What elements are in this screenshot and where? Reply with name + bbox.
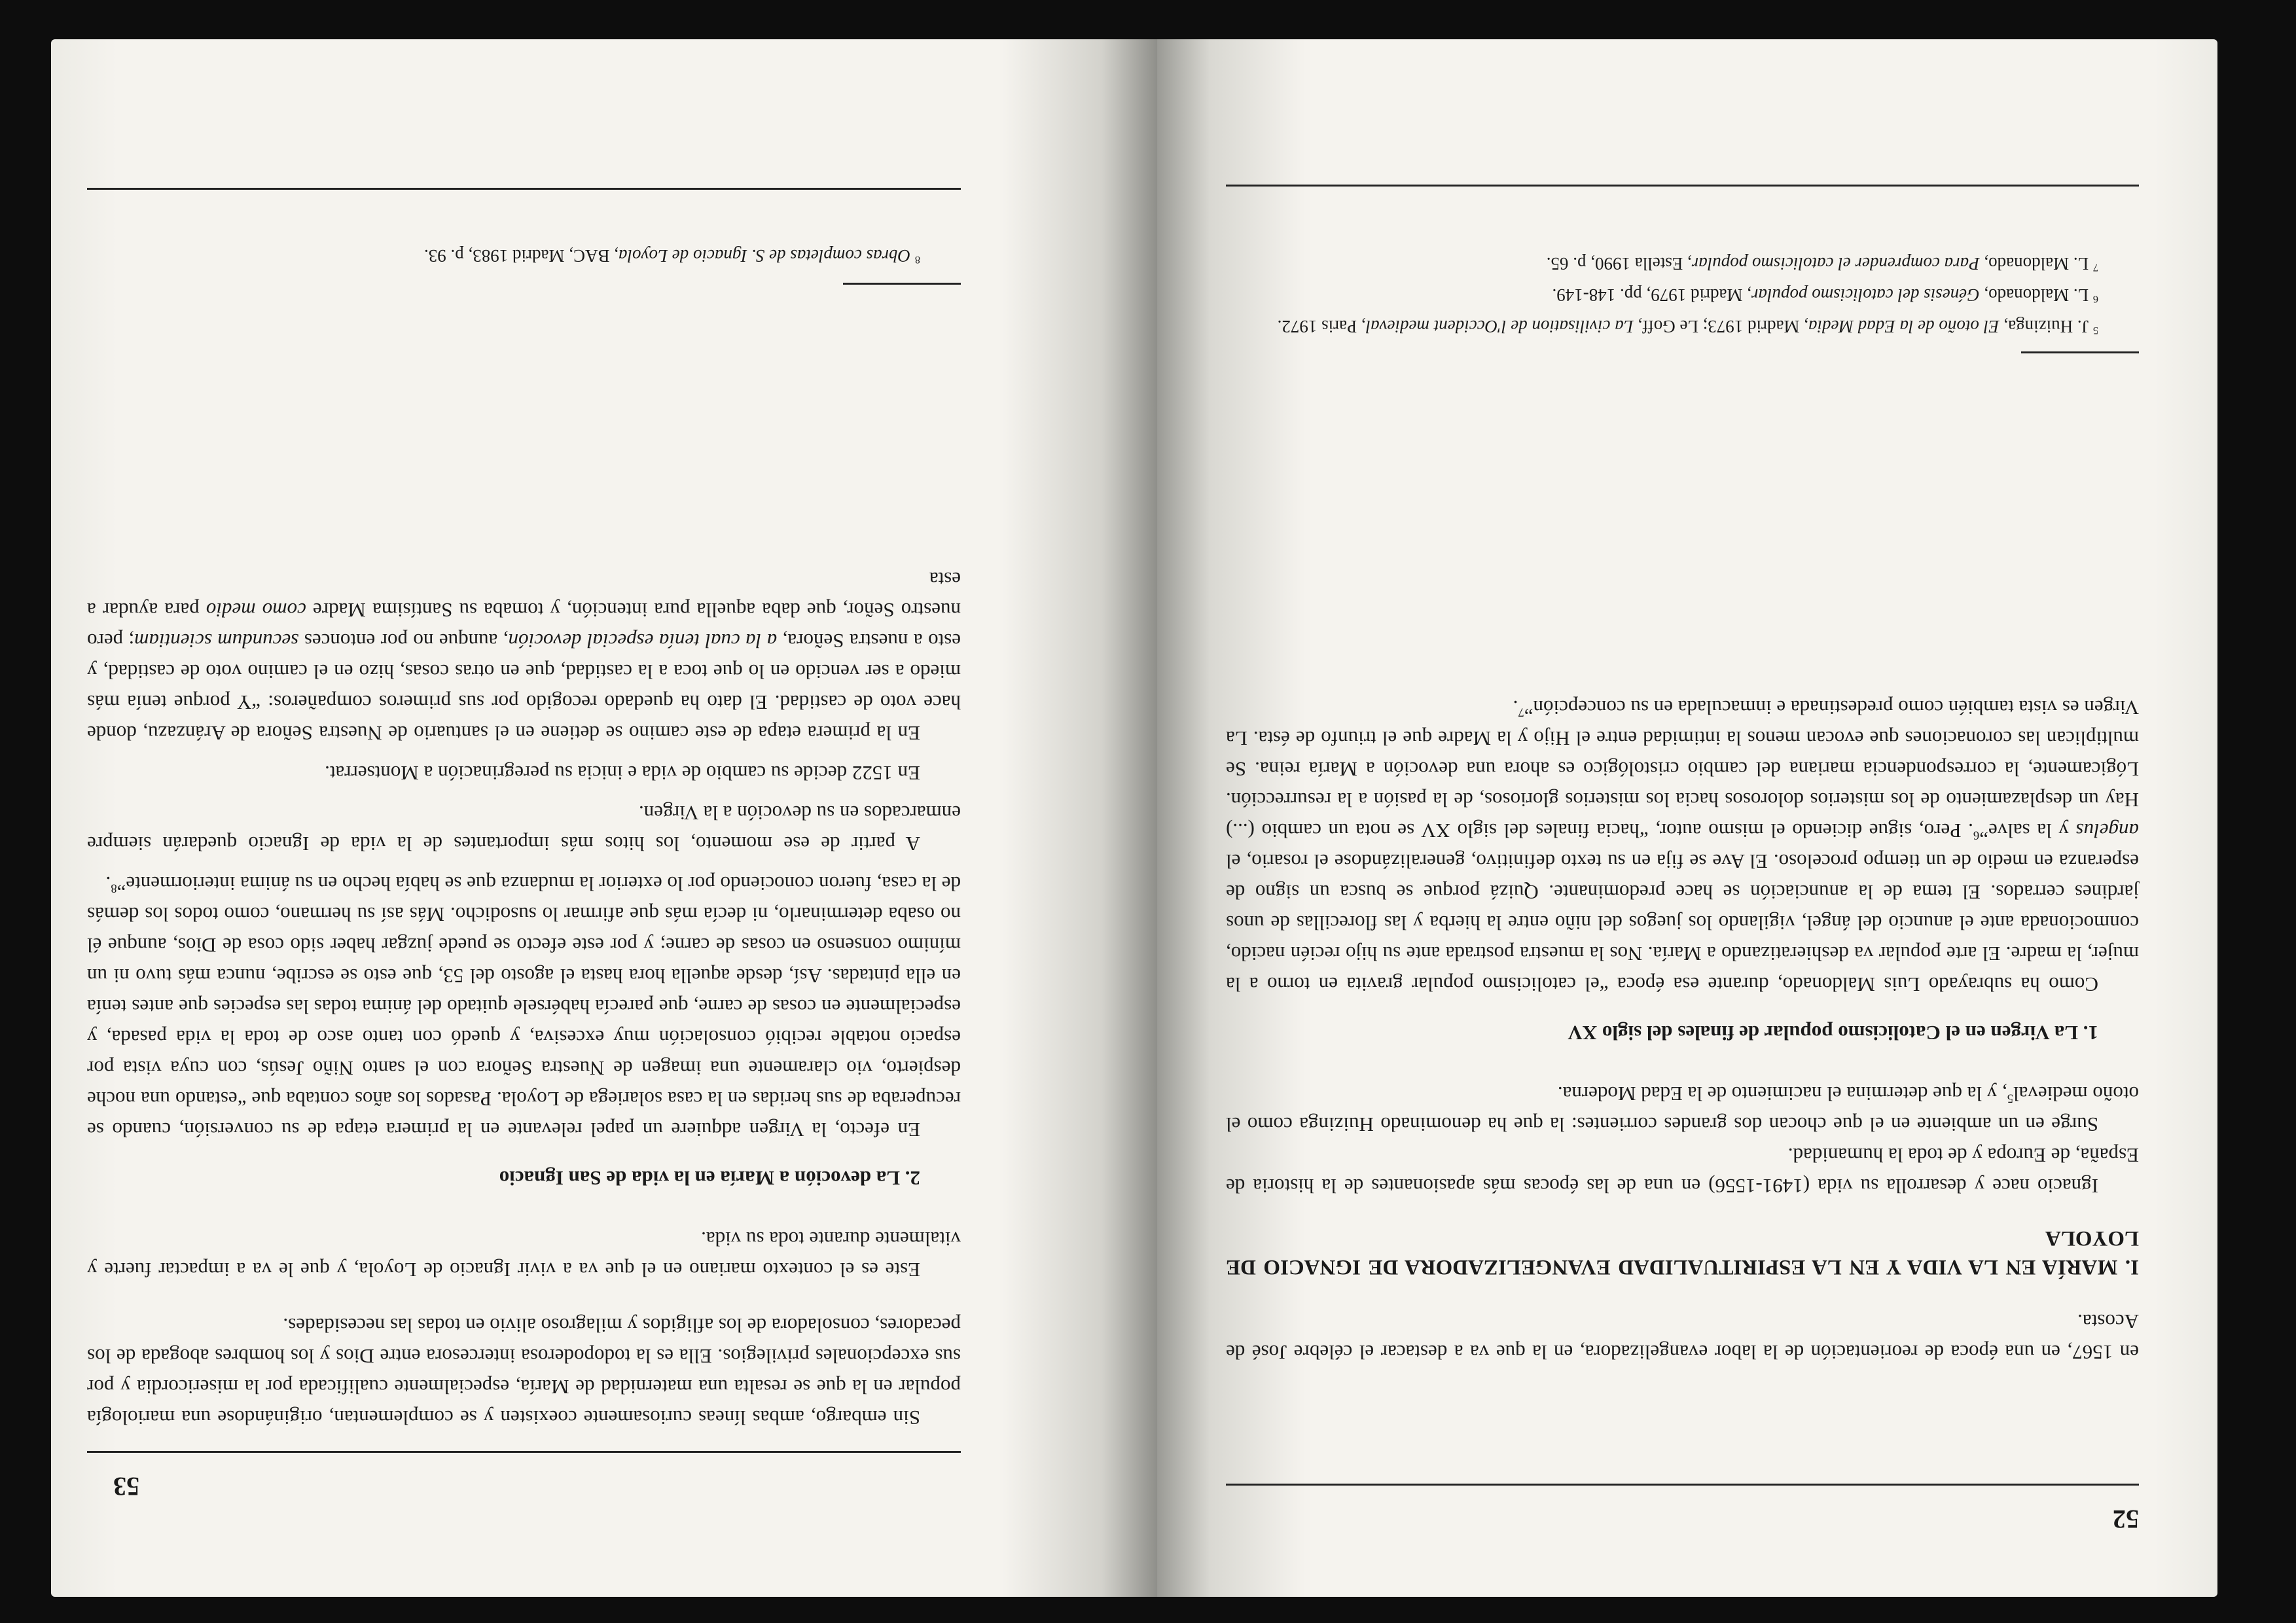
footnote-number: 8 [914,254,920,266]
paragraph [1226,1140,2139,1202]
paragraph: Sin embargo, ambas líneas curiosamente coexisten y se complementan, originándose una mariología popular en la que se resalta una maternidad de María, especialmente cualificada por la misericordia y por sus excepcionales privilegios. Ella es la todopoderosa intercesora entre Dios y los hombres abogada de los pecadores, consoladora de los afligidos y milagroso alivio en todas las necesidades. [87,1314,961,1429]
paragraph: A partir de ese momento, los hitos más importantes de la vida de Ignacio quedarán siempre enmarcados en su devoción a la Virgen. [87,802,961,855]
footnote-number: 6 [2092,293,2098,305]
book-title: Génesis del catolicismo popular [1751,285,1980,305]
footnote-ref[interactable]: 5 [2007,1091,2014,1105]
text: . [105,872,111,895]
section-title: 2. La devoción a María en la vida de San Ignacio [499,1167,920,1190]
text: para ayudar a esta [87,568,961,622]
main-text [87,564,961,1433]
text: Ignacio nace y desarrolla su vida (1491-1556) en una de las épocas más apasionantes de la historia de España, de Europa y de toda la humanidad. [1226,1144,2139,1198]
text: En la primera etapa de este camino se detiene en el santuario de Nuestra Señora de Aránzazu, donde hace voto de castidad. El dato ha quedado recogido por sus primeros compañeros: “Y porque tenía más miedo a ser vencido en lo que toca a la castidad, que en otras cosas, hizo en el camino voto de castidad, y esto a nuestra Señora, [87,630,961,745]
text: , Madrid 1979, pp. 148-149. [1552,285,1751,305]
text: , Paris 1972. [1277,317,1366,336]
footnote-rule [2021,351,2139,353]
footnotes [87,237,961,268]
footnote-number: 7 [2092,262,2098,274]
text: , y la que determina el nacimiento de la Edad Moderna. [1557,1082,2007,1105]
text: , Estella 1990, p. 65. [1546,254,1692,274]
intro-paragraph: en 1567, en una época de reorientación de la labor evangelizadora, en la que va a destacar el célebre José de Acosta. [1226,1310,2139,1364]
page-52 [1157,39,2217,1597]
italic-text: secundum scientiam [134,630,299,652]
footnote-ref[interactable]: 7 [1518,705,1524,719]
italic-text: angelus [2075,819,2139,842]
book-title: Para comprender el catolicismo popular [1691,254,1980,274]
text: . [1513,696,1518,719]
footnote-8 [87,243,961,268]
text: L. Maldonado, [1979,254,2093,274]
page-number: 53 [113,1472,139,1501]
text: L. Maldonado, [1979,285,2093,305]
footer-rule [87,188,961,190]
text: J. Huizinga, [1999,317,2093,336]
header-rule [87,1451,961,1453]
text: En efecto, la Virgen adquiere un papel relevante en la primera etapa de su conversión, cuando se recuperaba de sus heridas en la casa solariega de Loyola. Pasados los años contaba que “estando una noche despierto, vio claramente una imagen de Nuestra Señora con el santo Niño Jesús, con cuya vista por espacio notable recibió consolación muy excesiva, y quedó con tanto asco de toda la vida pasada, y especialmente en cosas de carne, que parecía habérsele quitado del ánima todas las especies que antes tenía en ella pintadas. Así, desde aquella hora hasta el agosto del 53, que esto se escribe, nunca más tuvo ni un mínimo consenso en cosas de carne; y por este efecto se puede juzgar haber sido cosa de Dios, aunque él no osaba determinarlo, ni decía más que afirmar lo susodicho. Más así su hermano, como todos los demás de la casa, fueron conociendo por lo exterior la mudanza que se había hecho en su ánima interiormente” [87,872,961,1141]
chapter-title: I. MARÍA EN LA VIDA Y EN LA ESPIRITUALIDAD EVANGELIZADORA DE IGNACIO DE LOYOLA [1226,1226,2139,1279]
header-rule [1226,1484,2139,1486]
book-title: Obras completas de S. Ignacio de Loyola [618,246,915,266]
section-title: 1. La Virgen en el Catolicismo popular de finales del siglo XV [1568,1022,2098,1044]
footnote-ref[interactable]: 8 [111,881,117,895]
paragraph [87,868,961,1145]
footnote-6 [1226,283,2139,308]
paragraph: En 1522 decide su cambio de vida e inicia su peregrinación a Montserrat. [325,762,920,785]
text: , Madrid 1973; Le Goff, [1633,317,1808,336]
italic-text: como medio [206,599,306,622]
text: ; pero nuestro Señor, que daba aquella pura intención, y tomaba su Santísima Madre [86,599,961,652]
footnote-5 [1226,314,2139,339]
text: . Pero, sigue diciendo el mismo autor, “hacia finales del siglo XV se nota un cambio (...) Hay un desplazamiento de los misterios dolorosos hacia los misterios gloriosos, de la pasión a la resurrección. Lógicamente, la correspondencia mariana del cambio cristológico es ahora una devoción a María reina. Se multiplican las coronaciones que evocan menos la intimidad entre el Hijo y la Madre que el triunfo de ésta. La Virgen es vista también como predestinada e inmaculada en su concepción” [1226,696,2139,842]
book-title: La civilisation de l'Occident medieval [1365,317,1634,336]
footnotes [1226,245,2139,339]
footnote-number: 5 [2092,325,2098,336]
paragraph [87,564,961,749]
text: , BAC, Madrid 1983, p. 93. [423,246,619,266]
paragraph [1226,692,2139,1000]
page-number: 52 [2113,1505,2139,1534]
footnote-rule [843,283,961,285]
footer-rule [1226,185,2139,187]
page-53 [51,39,1157,1597]
main-text [1226,692,2139,1368]
footnote-7 [1226,251,2139,276]
paragraph [1226,1079,2139,1140]
text: Surge en un ambiente en el que chocan dos grandes corrientes: la que ha denominado Huizinga como el otoño medieval [1226,1082,2139,1136]
text: Como ha subrayado Luis Maldonado, durante esa época “el catolicismo popular gravita en torno a la mujer, la madre. El arte popular va deshieratizando a María. Nos la muestra postrada ante su hijo recién nacido, conmocionada ante el anuncio del ángel, vigilando los juegos del niño entre la hierba y las florecillas de unos jardines cerrados. El tema de la anunciación se hace predominante. Quizá porque se busca un signo de esperanza en medio de un tiempo proceloso. El Ave se fija en su texto definitivo, generalizándose el rosario, el [1226,850,2139,996]
paragraph: Este es el contexto mariano en el que va a vivir Ignacio de Loyola, y que le va a impactar fuerte y vitalmente durante toda su vida. [87,1228,961,1281]
footnote-ref[interactable]: 6 [1973,828,1980,842]
text: y la salve” [1979,819,2076,842]
italic-text: a la cual tenía especial devoción [508,630,778,652]
book-title: El otoño de la Edad Media [1808,317,2000,336]
text: , aunque no por entonces [298,630,509,652]
